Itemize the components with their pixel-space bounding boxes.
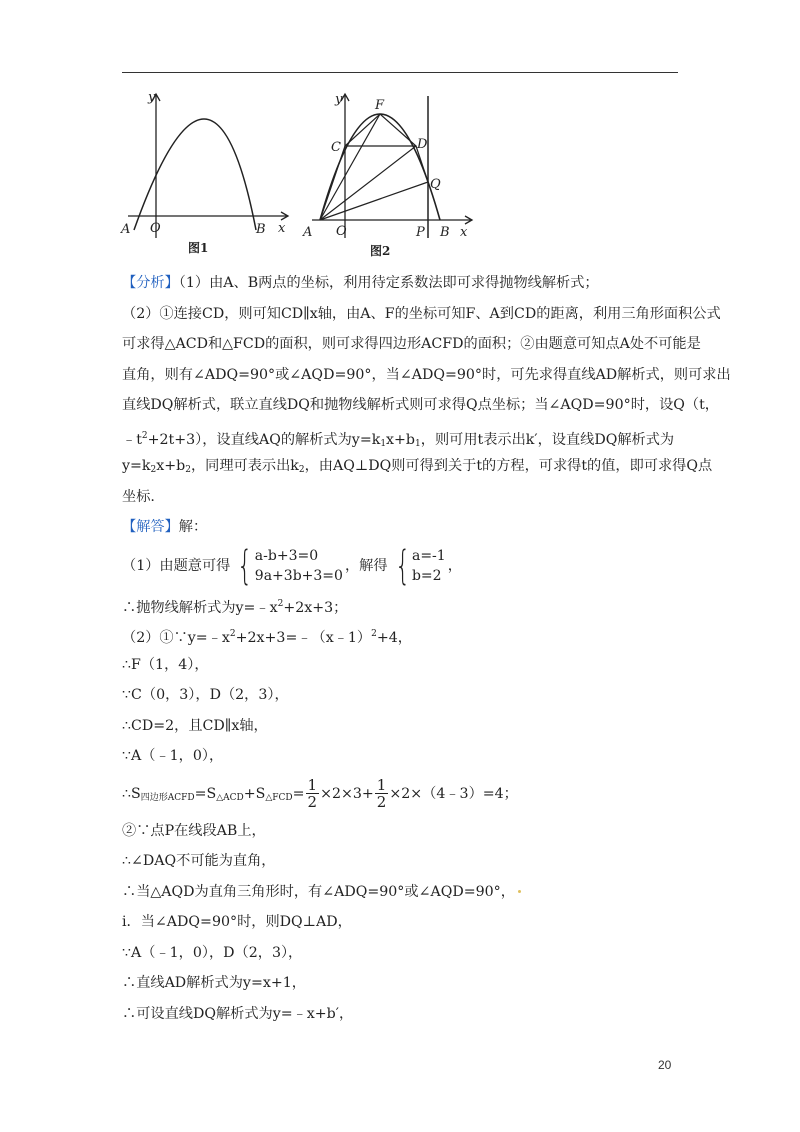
solution-line-14: ∴直线AD解析式为y=x+1， xyxy=(122,975,306,991)
figure-2 xyxy=(300,88,480,264)
fig1-origin: O xyxy=(150,221,161,236)
solution-line-7: ∵A（﹣1，0）， xyxy=(122,748,224,764)
fig2-point-f: F xyxy=(375,98,385,113)
analysis-line-7: $y=k_2x+b_2$，同理可表示出$k_2$，由AQ⊥DQ则可得到关于t的方程，可求得t的值，即可求得Q点 xyxy=(122,458,713,475)
fig2-point-a: A xyxy=(303,225,313,240)
fig2-point-b: B xyxy=(440,225,450,240)
equation-system-2: { a=-1 b=2 xyxy=(394,542,446,589)
solution-line-1: （1）由题意可得 { a-b+3=0 9a+3b+3=0 ，解得 { a=-1 b=2 ， xyxy=(122,542,462,589)
analysis-line-3: 可求得△ACD和△FCD的面积，则可求得四边形ACFD的面积；②由题意可知点A处不可能是 xyxy=(122,336,701,352)
fraction-half-2: $\frac{1}{2}$ xyxy=(376,776,387,811)
fig1-point-b: B xyxy=(256,222,266,237)
fig2-caption: 图2 xyxy=(370,244,391,258)
equation-system-1: { a-b+3=0 9a+3b+3=0 xyxy=(237,542,343,589)
solution-line-13: ∵A（﹣1，0），D（2，3）， xyxy=(122,944,303,961)
solution-line-15: ∴可设直线DQ解析式为y=﹣x+b′， xyxy=(122,1005,354,1022)
solution-line-10: ∴∠DAQ不可能为直角， xyxy=(122,853,276,869)
solution-line-8: $\therefore S_{四边形ACFD}=S_{\triangle ACD}+S_{\triangle FCD}=$ $\frac{1}{2}$ ×2×3+ $\frac{1}{2}$ ×2×（4﹣3）=4； xyxy=(122,776,518,811)
solution-line-11: ∴当△AQD为直角三角形时，有∠ADQ=90°或∠AQD=90°， xyxy=(122,877,682,908)
fig2-y-label: y xyxy=(335,92,343,107)
analysis-line-8: 坐标. xyxy=(122,488,155,505)
analysis-line-1: 【分析】（1）由A、B两点的坐标，利用待定系数法即可求得抛物线解析式； xyxy=(122,275,599,291)
fraction-half-1: $\frac{1}{2}$ xyxy=(307,776,318,811)
fig1-y-label: y xyxy=(148,90,156,105)
fig2-origin: O xyxy=(336,224,347,239)
fig2-point-c: C xyxy=(331,140,341,155)
analysis-tag: 【分析】 xyxy=(122,275,179,291)
analysis-line-4: 直角，则有∠ADQ=90°或∠AQD=90°，当∠ADQ=90°时，可先求得直线AD解析式，则可求出 xyxy=(122,366,731,383)
fig2-x-label: x xyxy=(460,225,468,240)
ink-dot xyxy=(518,890,521,893)
solution-line-12: i．当∠ADQ=90°时，则DQ⊥AD， xyxy=(122,914,352,930)
solution-tag: 【解答】 xyxy=(122,519,179,535)
fig2-point-p: P xyxy=(416,225,425,240)
solution-content xyxy=(122,268,731,1029)
solution-line-2: ∴抛物线解析式为$y=﹣x^2+2x+3$； xyxy=(122,598,348,616)
solution-line-4: ∴F（1，4）， xyxy=(122,656,209,673)
header-rule xyxy=(122,72,678,73)
solution-line-6: ∴CD=2，且CD∥x轴， xyxy=(122,717,268,734)
analysis-line-5: 直线DQ解析式，联立直线DQ和抛物线解析式则可求得Q点坐标；当∠AQD=90°时，设Q（t， xyxy=(122,397,719,413)
fig2-point-q: Q xyxy=(430,177,441,192)
analysis-line-6: $﹣t^2+2t+3$），设直线AQ的解析式为$y=k_1x+b_1$，则可用t表示出k′，设直线DQ解析式为 xyxy=(122,430,675,449)
solution-line-3: $(2)①\because y=﹣x^2+2x+3=﹣(x﹣1)^2+4$， xyxy=(122,629,412,646)
solution-line-9: ②∵点P在线段AB上， xyxy=(122,822,266,839)
solution-heading: 【解答】解： xyxy=(122,519,208,535)
fig2-point-d: D xyxy=(417,137,428,152)
fig1-x-label: x xyxy=(278,221,286,236)
page-number: 20 xyxy=(658,1058,672,1072)
fig1-point-a: A xyxy=(121,222,131,237)
analysis-line-2: （2）①连接CD，则可知CD∥x轴，由A、F的坐标可知F、A到CD的距离，利用三角形面积公式 xyxy=(122,305,721,322)
fig1-caption: 图1 xyxy=(188,241,209,255)
solution-line-5: ∵C（0，3），D（2，3）， xyxy=(122,687,289,703)
figure-1 xyxy=(118,88,294,264)
